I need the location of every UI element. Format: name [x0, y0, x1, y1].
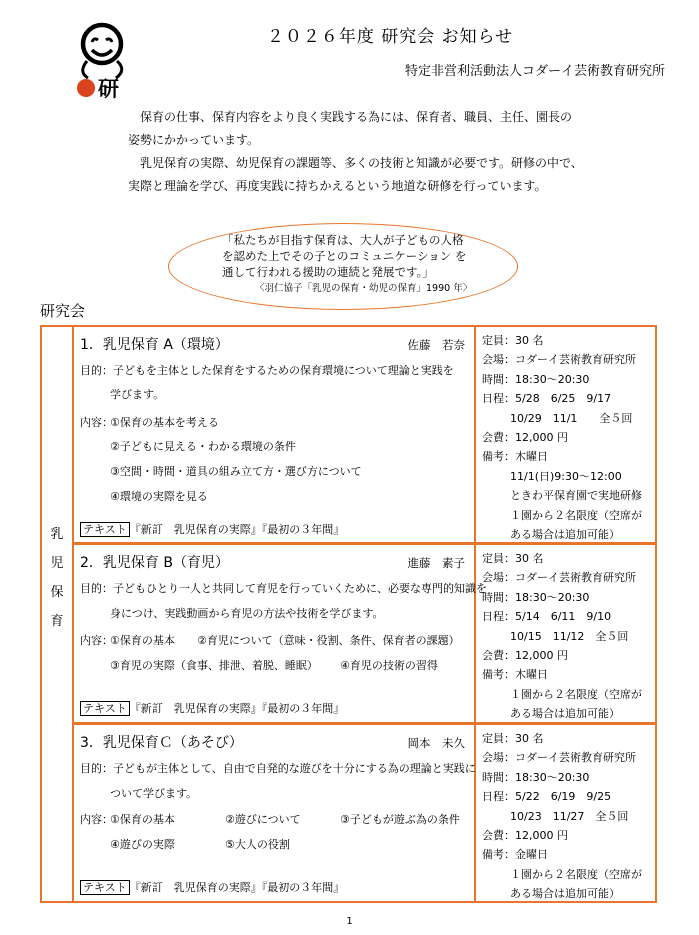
textbook-titles: 『新訂 乳児保育の実際』『最初の３年間』: [129, 702, 345, 715]
info-venue: 会場：コダーイ芸術教育研究所: [482, 571, 636, 585]
section-label: 研究会: [40, 302, 86, 320]
svg-text:研: 研: [98, 77, 119, 100]
quote-text: [222, 232, 492, 280]
info-note: ときわ平保育園で実地研修: [510, 489, 642, 503]
info-dates: 日程：5/14 6/11 9/10: [482, 610, 612, 624]
course-item: ④環境の実際を見る: [110, 490, 208, 503]
info-capacity: 定員：30 名: [482, 732, 544, 745]
info-dates: 日程：5/28 6/25 9/17: [482, 392, 612, 406]
textbook-titles: 『新訂 乳児保育の実際』『最初の３年間』: [129, 523, 345, 536]
info-note: ある場合は追加可能）: [510, 887, 620, 901]
textbook-label: テキスト: [80, 522, 130, 537]
intro-line: 姿勢にかかっています。: [128, 133, 260, 147]
course-item: ③育児の実際（食事、排泄、着脱、睡眠）: [110, 659, 318, 672]
intro-line: 実際と理論を学び、再度実践に持ちかえるという地道な研修を行っています。: [128, 179, 547, 193]
category-label: [40, 520, 74, 636]
intro-line: 保育の仕事、保育内容をより良く実践する為には、保育者、職員、主任、園長の: [140, 110, 573, 124]
info-dates: 10/29 11/1 全５回: [510, 411, 633, 425]
textbook-label: テキスト: [80, 880, 130, 895]
course-textbook: [80, 879, 344, 895]
intro-line: 乳児保育の実際、幼児保育の課題等、多くの技術と知識が必要です。研修の中で、: [140, 156, 583, 170]
info-venue: 会場：コダーイ芸術教育研究所: [482, 751, 636, 765]
course-purpose: ついて学びます。: [110, 787, 198, 800]
organization-name: 特定非営利活動法人コダーイ芸術教育研究所: [404, 64, 665, 79]
info-dates: 10/15 11/12 全５回: [510, 629, 629, 643]
course-purpose: 身につけ、実践動画から育児の方法や技術を学びます。: [110, 607, 384, 620]
course-teacher: 佐藤 若奈: [407, 338, 465, 352]
course-info: [482, 549, 654, 724]
course-content-label: 内容：: [80, 634, 113, 647]
course-teacher: 岡本 未久: [407, 736, 465, 750]
course-item: ④育児の技術の習得: [340, 659, 438, 672]
course-title: 2．乳児保育 B（育児）: [80, 555, 229, 571]
info-time: 時間：18:30～20:30: [482, 770, 590, 784]
info-dates: 10/23 11/27 全５回: [510, 809, 629, 823]
organization-logo: [72, 20, 134, 100]
quote-line: 通して行われる援助の連続と発展です。」: [222, 265, 434, 279]
info-capacity: 定員：30 名: [482, 552, 544, 565]
course-content-label: 内容：: [80, 813, 113, 826]
course-textbook: [80, 700, 344, 716]
info-fee: 会費：12,000 円: [482, 829, 568, 843]
column-divider: [474, 325, 476, 903]
course-teacher: 進藤 素子: [407, 556, 465, 570]
course-item: ③空間・時間・道具の組み立て方・選び方について: [110, 465, 362, 478]
info-dates: 日程：5/22 6/19 9/25: [482, 790, 612, 804]
course-item: ②育児について（意味・役割、条件、保育者の課題）: [197, 634, 460, 647]
course-title: 1．乳児保育 A（環境）: [80, 337, 229, 353]
info-venue: 会場：コダーイ芸術教育研究所: [482, 353, 636, 367]
info-note: 備考：木曜日: [482, 668, 548, 682]
info-fee: 会費：12,000 円: [482, 431, 568, 445]
category-char: 乳: [50, 527, 64, 542]
course-purpose: 目的：子どもひとり一人と共同して育児を行っていくために、必要な専門的知識を: [80, 582, 487, 595]
quote-line: 「私たちが目指す保育は、大人が子どもの人格: [222, 233, 464, 247]
course-info: [482, 729, 654, 904]
info-note: ある場合は追加可能）: [510, 528, 620, 542]
course-item: ①保育の基本を考える: [110, 416, 219, 429]
textbook-label: テキスト: [80, 701, 130, 716]
course-purpose: 学びます。: [110, 388, 165, 401]
course-title: 3．乳児保育Ｃ（あそび）: [80, 735, 243, 751]
info-capacity: 定員：30 名: [482, 334, 544, 347]
info-fee: 会費：12,000 円: [482, 649, 568, 663]
category-char: 保: [50, 585, 64, 600]
category-char: 児: [50, 556, 64, 571]
course-item: ①保育の基本: [110, 634, 175, 647]
course-purpose: 目的：子どもを主体とした保育をするための保育環境について理論と実践を: [80, 364, 454, 377]
page-number: 1: [346, 916, 353, 927]
info-note: １園から２名限度（空席が: [510, 867, 642, 881]
page-title: ２０２６年度 研究会 お知らせ: [266, 27, 514, 47]
info-note: ある場合は追加可能）: [510, 707, 620, 721]
info-note: 備考：金曜日: [482, 848, 548, 862]
course-item: ②子どもに見える・わかる環境の条件: [110, 440, 296, 453]
course-textbook: [80, 521, 344, 537]
quote-source: 〈羽仁協子「乳児の保育・幼児の保育」1990 年〉: [255, 283, 473, 294]
course-item: ④遊びの実際: [110, 838, 175, 851]
course-purpose: 目的：子どもが主体として、自由で自発的な遊びを十分にする為の理論と実践に: [80, 762, 476, 775]
category-char: 育: [50, 614, 64, 629]
info-time: 時間：18:30～20:30: [482, 590, 590, 604]
intro-text: [128, 106, 628, 198]
course-item: ⑤大人の役割: [225, 838, 290, 851]
textbook-titles: 『新訂 乳児保育の実際』『最初の３年間』: [129, 881, 345, 894]
info-note: 11/1(日)9:30～12:00: [510, 469, 622, 483]
course-item: ②遊びについて: [225, 813, 301, 826]
course-item: ①保育の基本: [110, 813, 175, 826]
course-info: [482, 331, 654, 544]
course-item: ③子どもが遊ぶ為の条件: [340, 813, 460, 826]
info-note: １園から２名限度（空席が: [510, 687, 642, 701]
info-note: １園から２名限度（空席が: [510, 508, 642, 522]
course-content-label: 内容：: [80, 416, 113, 429]
info-note: 備考：木曜日: [482, 450, 548, 464]
quote-line: を認めた上でその子とのコミュニケーション を: [222, 249, 467, 263]
info-time: 時間：18:30～20:30: [482, 372, 590, 386]
